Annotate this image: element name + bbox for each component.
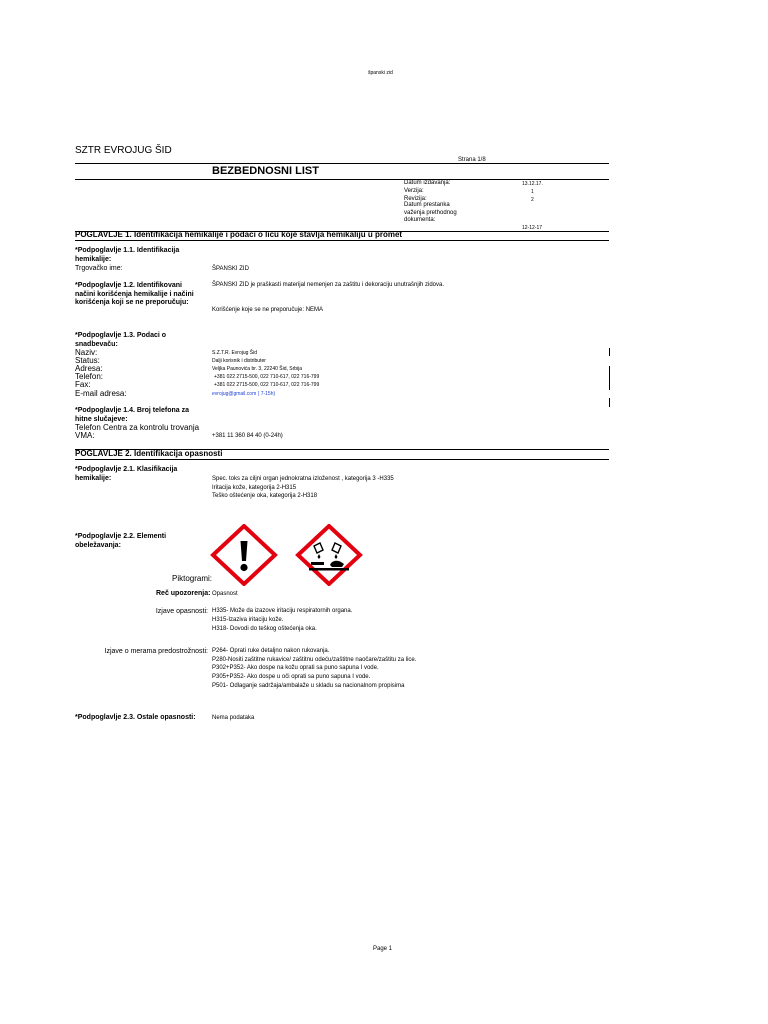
page-counter: Strana 1/8 — [458, 157, 486, 163]
not-recommended-use-text: Korišćenje koje se ne preporučuje: NEMA — [212, 307, 324, 313]
trade-name-value: ŠPANSKI ZID — [212, 266, 249, 272]
corrosion-icon — [292, 524, 366, 586]
margin-bar — [609, 348, 610, 356]
trade-name-label: Trgovačko ime: — [75, 265, 123, 272]
meta-issue-date-value: 13.12.17. — [522, 181, 543, 187]
page-footer: Page 1 — [373, 946, 393, 952]
subchapter-2-2-title: *Podpoglavlje 2.2. Elementi obeležavanja: — [75, 533, 167, 549]
precaution-statement-5: P501- Odlaganje sadržaja/ambalaže u skladu sa nacionalnom propisima — [212, 683, 405, 689]
poison-center-value: +381 11 360 84 40 (0-24h) — [212, 433, 283, 439]
classification-line-2: Iritacija kože, kategorija 2-H315 — [212, 485, 297, 491]
precaution-statement-3: P302+P352- Ako dospe na kožu oprati sa puno sapuna I vode. — [212, 665, 379, 671]
subchapter-2-3-title: *Podpoglavlje 2.3. Ostale opasnosti: — [75, 714, 196, 721]
signal-word-value: Opasnost — [212, 591, 238, 597]
hazard-statement-1: H335- Može da izazove iritaciju respiratornih organa. — [212, 608, 353, 614]
supplier-email-link[interactable]: evrojug@gmail.com ( 7-15h) — [212, 391, 276, 397]
exclamation-mark-icon — [207, 524, 281, 586]
supplier-name-value: S.Z.T.R. Evrojug Šid — [212, 350, 258, 356]
supplier-email-label: E-mail adresa: — [75, 389, 127, 398]
supplier-address-value: Veljka Paunovića br. 3, 22240 Šid, Srbija — [212, 366, 303, 372]
subchapter-1-4-title: *Podpoglavlje 1.4. Broj telefona za hitne slučajeve: — [75, 407, 189, 423]
supplier-status-value: Dalji korisnik i distributer — [212, 358, 266, 364]
header-rule-top — [75, 163, 609, 164]
precaution-statement-2: P280-Nositi zaštitne rukavice/ zaštitnu odeću/zaštitne naočare/zaštitu za lice. — [212, 657, 417, 663]
chapter-2-title: POGLAVLJE 2. Identifikacija opasnosti — [75, 449, 223, 458]
precaution-statement-4: P305+P352- Ako dospe u oči oprati sa puno sapuna I vode. — [212, 674, 371, 680]
supplier-fax-value: +381 022 2715-500, 022 710-617, 022 716-799 — [214, 382, 320, 388]
subchapter-1-2-title: *Podpoglavlje 1.2. Identifikovani načini korišćenja hemikalije i načini korišćenja koji se ne preporučuju: — [75, 282, 194, 306]
signal-word-label: Reč upozorenja: — [156, 590, 211, 597]
supplier-name-label: Naziv: — [75, 348, 98, 357]
supplier-status-label: Status: — [75, 356, 100, 365]
meta-prev-expiry-label: Datum prestanka važenja prethodnog dokumenta: — [404, 202, 457, 223]
meta-prev-expiry-value: 12-12-17 — [522, 225, 543, 231]
meta-revision-label: Revizija: — [404, 196, 427, 202]
supplier-phone-value: +381 022 2715-500, 022 710-617, 022 716-799 — [214, 374, 320, 380]
header-rule-bottom — [75, 179, 609, 180]
hazard-statements-label: Izjave opasnosti: — [155, 608, 208, 615]
supplier-fax-label: Fax: — [75, 380, 91, 389]
supplier-phone-label: Telefon: — [75, 372, 104, 381]
precaution-statements-label: Izjave o merama predostrožnosti: — [104, 648, 208, 655]
hazard-statement-3: H318- Dovodi do teškog oštećenja oka. — [212, 626, 317, 632]
company-name: SZTR EVROJUG ŠID — [75, 145, 172, 156]
chapter-1-rule-bottom — [75, 240, 609, 241]
subchapter-1-3-title: *Podpoglavlje 1.3. Podaci o snadbevaču: — [75, 332, 167, 348]
precaution-statement-1: P264- Oprati ruke detaljno nakon rukovanja. — [212, 648, 330, 654]
document-title: BEZBEDNOSNI LIST — [212, 165, 319, 177]
intended-use-text: ŠPANSKI ZID je praškasti materijal nemenjen za zaštitu i dekoraciju unutrašnjih zidova. — [212, 282, 444, 288]
meta-issue-date-label: Datum izdavanja: — [404, 180, 451, 186]
poison-center-label: Telefon Centra za kontrolu trovanja VMA: — [75, 423, 200, 440]
subchapter-2-1-title: *Podpoglavlje 2.1. Klasifikacija hemikalije: — [75, 466, 178, 482]
pictograms-label: Piktogrami: — [172, 574, 213, 583]
meta-version-label: Verzija: — [404, 188, 424, 194]
classification-line-3: Teško oštećenje oka, kategorija 2-H318 — [212, 493, 318, 499]
hazard-statement-2: H315-Izaziva iritaciju kože. — [212, 617, 284, 623]
margin-bar — [609, 398, 610, 407]
margin-bar — [609, 366, 610, 390]
other-hazards-value: Nema podataka — [212, 715, 255, 721]
supplier-address-label: Adresa: — [75, 364, 103, 373]
chapter-2-rule-bottom — [75, 459, 609, 460]
running-header: španski zid — [368, 70, 393, 76]
meta-revision-value: 2 — [531, 197, 534, 203]
classification-line-1: Spec. toks za ciljni organ jednokratna izloženost , kategorija 3 -H335 — [212, 476, 394, 482]
chapter-1-title: POGLAVLJE 1. Identifikacija hemikalije i podaci o licu koje stavlja hemikaliju u promet — [75, 230, 403, 239]
subchapter-1-1-title: *Podpoglavlje 1.1. Identifikacija hemikalije: — [75, 247, 180, 263]
meta-version-value: 1 — [531, 189, 534, 195]
